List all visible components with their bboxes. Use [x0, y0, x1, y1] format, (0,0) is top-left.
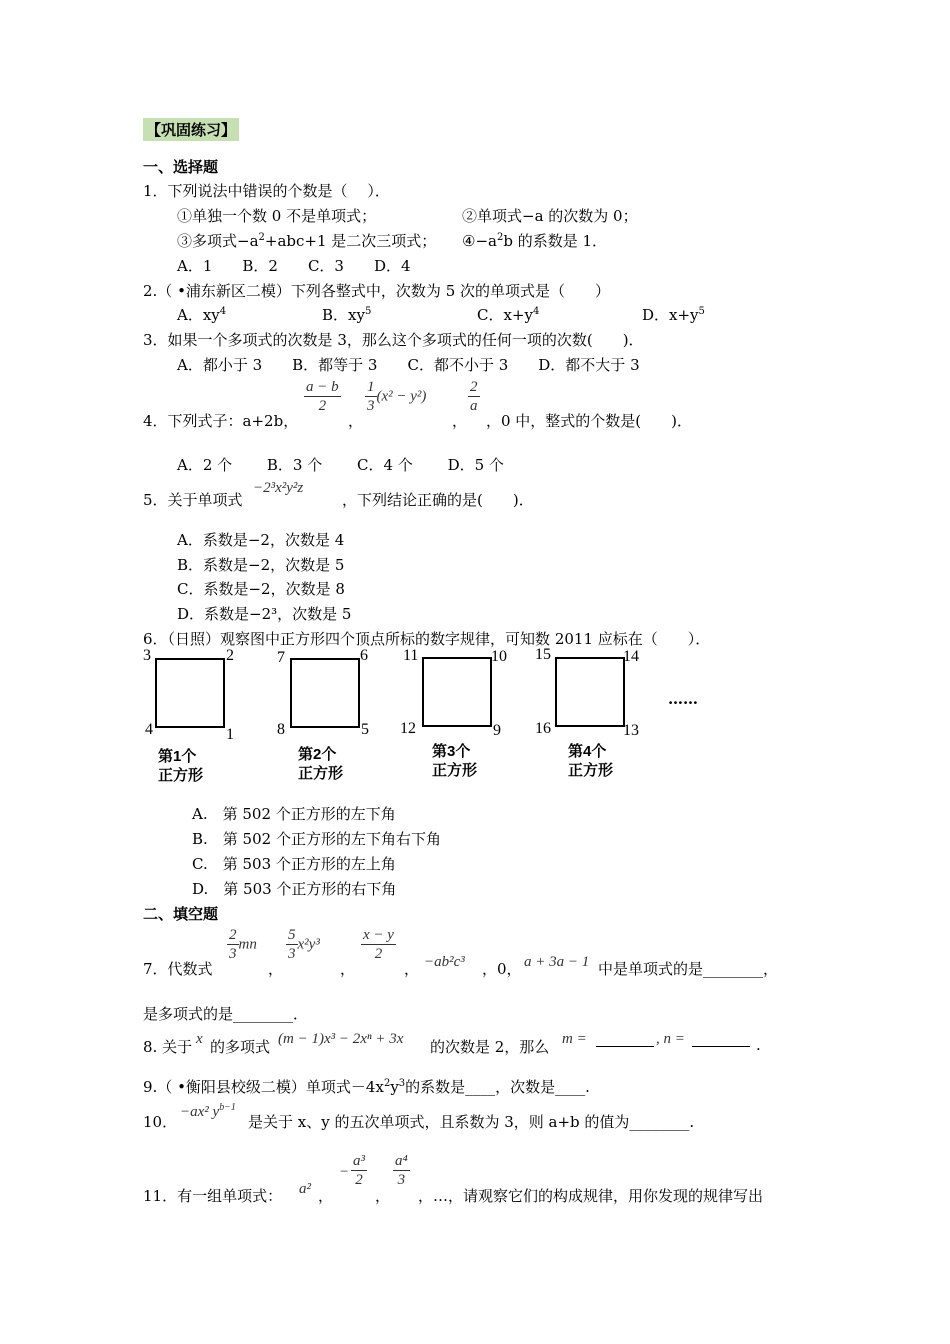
q5-tail: ，下列结论正确的是( )． [342, 491, 534, 509]
square-2 [290, 658, 360, 728]
square-4 [555, 657, 625, 727]
q1-options: A．1 B．2 C．3 D．4 [177, 257, 411, 275]
q7-comma-1: ， [268, 960, 284, 978]
q5-monomial: −2³x²y²z [253, 480, 304, 496]
q11-comma-2: ， [375, 1187, 391, 1205]
q4-prefix: 4．下列式子：a+2b， [143, 412, 299, 430]
q5-prefix: 5．关于单项式 [143, 491, 243, 509]
square-2-top-left: 7 [277, 649, 285, 666]
q11-prefix: 11．有一组单项式： [143, 1187, 283, 1205]
square-1-top-right: 2 [226, 647, 234, 664]
q7-comma-3: ， [404, 960, 420, 978]
q7-comma-2: ， [340, 960, 356, 978]
q8-m-blank[interactable] [596, 1046, 654, 1047]
q6-ellipsis: …… [668, 690, 698, 708]
q8-polynomial: (m − 1)x³ − 2xⁿ + 3x [278, 1031, 404, 1047]
q5-option-c: C．系数是−2，次数是 8 [177, 580, 345, 598]
q10-monomial: −ax² $y^{b-1}$ [180, 1102, 236, 1120]
square-3 [422, 657, 492, 727]
square-1-top-left: 3 [143, 647, 151, 664]
q5-option-d: D．系数是−2³，次数是 5 [177, 605, 352, 623]
q8-tail: 的次数是 2，那么 [430, 1038, 550, 1056]
q2-option-d: D．$x+y^5$ [642, 306, 705, 324]
square-2-bottom-right: 5 [361, 721, 369, 738]
q11-term-1: a² [299, 1181, 311, 1197]
square-4-bottom-right: 13 [623, 722, 639, 739]
square-1-caption: 第1个 正方形 [158, 748, 204, 784]
q2-stem: 2.（ •浦东新区二模）下列各整式中，次数为 5 次的单项式是（ ） [143, 282, 611, 300]
square-2-top-right: 6 [360, 647, 368, 664]
q7-line-2: 是多项式的是________． [143, 1005, 309, 1023]
square-3-bottom-left: 12 [400, 720, 416, 737]
q5-option-b: B．系数是−2，次数是 5 [177, 556, 345, 574]
q6-option-b: B. 第 502 个正方形的左下角右下角 [192, 830, 441, 848]
q11-comma-1: ， [318, 1187, 334, 1205]
section-fill-title: 二、填空题 [143, 905, 219, 923]
square-3-top-right: 10 [491, 648, 507, 665]
q6-option-d: D. 第 503 个正方形的右下角 [192, 880, 397, 898]
square-2-bottom-left: 8 [277, 721, 285, 738]
q7-term-3: $\frac{x - y}{2}$ [363, 927, 394, 962]
q11-term-3: $\frac{\text{a⁴}}{3}$ [395, 1153, 408, 1188]
q10-prefix: 10． [143, 1113, 178, 1131]
square-1-bottom-left: 4 [145, 721, 153, 738]
q4-fraction-3: $\frac{2}{a}$ [470, 379, 478, 414]
section-choice-title: 一、选择题 [143, 158, 219, 176]
square-1-bottom-right: 1 [226, 726, 234, 743]
q1-statement-3: ③多项式$-a^2+abc+1$ 是二次三项式； [177, 232, 437, 250]
square-3-top-left: 11 [403, 647, 419, 664]
q7-prefix: 7．代数式 [143, 960, 213, 978]
q7-term-4: −ab²c³ [424, 954, 465, 970]
q4-fraction-1: $\frac{a - b}{2}$ [306, 379, 339, 414]
q2-option-b: B．$xy^5$ [322, 306, 372, 324]
square-1 [155, 658, 225, 728]
q1-stem: 1．下列说法中错误的个数是（ ）． [143, 182, 390, 200]
q4-tail: ，0 中，整式的个数是( )． [486, 412, 693, 430]
q6-option-a: A. 第 502 个正方形的左下角 [192, 805, 396, 823]
q5-option-a: A．系数是−2，次数是 4 [177, 531, 345, 549]
q8-mid: 的多项式 [210, 1038, 271, 1056]
q2-option-a: A．$xy^4$ [177, 306, 227, 324]
q8-prefix: 8. 关于 [143, 1038, 193, 1056]
q8-n-blank[interactable] [692, 1046, 750, 1047]
q4-comma-2: ， [452, 412, 468, 430]
q4-fraction-2: $\frac{1}{3}$ (x² − y²) [367, 379, 427, 414]
q11-tail: ，…，请观察它们的构成规律，用你发现的规律写出 [418, 1187, 764, 1205]
q7-term-5: a + 3a − 1 [524, 954, 590, 970]
q11-term-2: $\frac{\text{a³}}{2}$ [353, 1153, 365, 1188]
q2-option-c: C．$x+y^4$ [477, 306, 540, 324]
square-4-top-left: 15 [535, 646, 551, 663]
q7-term-1: $\frac{2}{3}$ mn [229, 927, 257, 962]
q8-n-label: , n = [656, 1031, 685, 1047]
square-3-caption: 第3个 正方形 [432, 743, 478, 779]
square-3-bottom-right: 9 [493, 722, 501, 739]
q3-options: A．都小于 3 B．都等于 3 C．都不小于 3 D．都不大于 3 [177, 356, 640, 374]
q1-statement-1: ①单独一个数 0 不是单项式； [177, 207, 377, 225]
q1-statement-2: ②单项式−a 的次数为 0； [462, 207, 638, 225]
q11-minus: − [339, 1164, 350, 1180]
square-2-caption: 第2个 正方形 [298, 746, 344, 782]
q1-statement-4: $④-a^2b$ 的系数是 1． [462, 232, 608, 250]
q7-tail: 中是单项式的是________， [598, 960, 779, 978]
square-4-bottom-left: 16 [535, 720, 551, 737]
q9-text: 9.（ •衡阳县校级二模）单项式$-4x^2y^3$的系数是____，次数是____. [143, 1078, 590, 1096]
q4-comma-1: ， [348, 412, 364, 430]
square-4-caption: 第4个 正方形 [568, 743, 614, 779]
q8-end: . [756, 1036, 761, 1054]
q8-variable: x [196, 1031, 203, 1047]
q4-options: A．2 个 B．3 个 C．4 个 D．5 个 [177, 456, 504, 474]
q7-term-2: $\frac{5}{3}$ x²y³ [288, 927, 320, 962]
page-title: 【巩固练习】 [143, 118, 239, 141]
q10-tail: 是关于 x、y 的五次单项式，且系数为 3，则 a+b 的值为________. [248, 1113, 695, 1131]
q8-m-label: m = [562, 1031, 587, 1047]
square-4-top-right: 14 [623, 648, 639, 665]
q6-stem: 6．（日照）观察图中正方形四个顶点所标的数字规律，可知数 2011 应标在（ ）． [143, 630, 711, 648]
q3-stem: 3．如果一个多项式的次数是 3，那么这个多项式的任何一项的次数( )． [143, 331, 644, 349]
q7-zero: ，0， [482, 960, 522, 978]
q6-option-c: C. 第 503 个正方形的左上角 [192, 855, 396, 873]
